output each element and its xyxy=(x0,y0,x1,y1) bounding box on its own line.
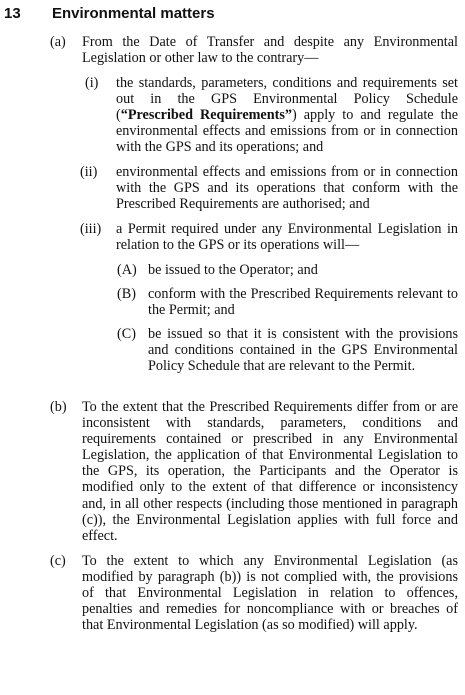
subitem-B-text: conform with the Prescribed Requirements relevant to the Permit; and xyxy=(148,286,458,319)
subitem-B xyxy=(0,286,465,320)
subparagraph-ii-text: environmental effects and emissions from or in connection with the GPS and its operations that conform with the Prescribed Requirements are authorised; and xyxy=(116,164,458,213)
section-title: Environmental matters xyxy=(52,5,215,22)
paragraph-a-label: (a) xyxy=(50,34,66,50)
subitem-C-label: (C) xyxy=(117,326,136,342)
subparagraph-iii xyxy=(0,221,465,255)
subitem-A xyxy=(0,262,465,280)
subparagraph-i xyxy=(0,75,465,157)
subitem-B-label: (B) xyxy=(117,286,136,302)
paragraph-c xyxy=(0,553,465,653)
subparagraph-i-label: (i) xyxy=(85,75,99,91)
section-number: 13 xyxy=(4,5,21,22)
paragraph-b-text: To the extent that the Prescribed Requirements differ from or are inconsistent with standards, parameters, conditions and requirements contained or prescribed in any Environmental Legislation, the application of that Environmental Legislation to the GPS, its operation, the Participants and the Operator is modified only to the extent of that difference or inconsistency and, in all other respects (including those mentioned in paragraph (c)), the Environmental Legislation applies with full force and effect. xyxy=(82,399,458,544)
subitem-A-label: (A) xyxy=(117,262,137,278)
subparagraph-iii-text: a Permit required under any Environmental Legislation in relation to the GPS or its operations will— xyxy=(116,221,458,254)
defined-term-prescribed-requirements: “Prescribed Requirements” xyxy=(120,107,292,124)
paragraph-b xyxy=(0,399,465,547)
paragraph-a-intro: From the Date of Transfer and despite any Environmental Legislation or other law to the contrary— xyxy=(82,34,458,67)
paragraph-a xyxy=(0,34,465,68)
paragraph-b-label: (b) xyxy=(50,399,67,415)
subparagraph-iii-label: (iii) xyxy=(80,221,102,237)
subitem-A-text: be issued to the Operator; and xyxy=(148,262,318,278)
subitem-C xyxy=(0,326,465,392)
subparagraph-i-text-before: the standards, parameters, conditions and requirements set out in the GPS Environmental Policy Schedule ( xyxy=(116,75,458,124)
subitem-C-text: be issued so that it is consistent with the provisions and conditions contained in the GPS Environmental Policy Schedule that are relevant to the Permit. xyxy=(148,326,458,375)
subparagraph-ii xyxy=(0,164,465,214)
subparagraph-ii-label: (ii) xyxy=(80,164,98,180)
paragraph-c-label: (c) xyxy=(50,553,66,569)
subparagraph-i-text-after: ) apply to and regulate the environmental effects and emissions from or in connection with the GPS and its operations; and xyxy=(116,107,458,156)
paragraph-c-text: To the extent to which any Environmental Legislation (as modified by paragraph (b)) is not complied with, the provisions of that Environmental Legislation in relation to offences, penalties and remedies for noncompliance with or breaches of that Environmental Legislation (as so modified) will apply. xyxy=(82,553,458,634)
subparagraph-i-text xyxy=(116,75,458,155)
